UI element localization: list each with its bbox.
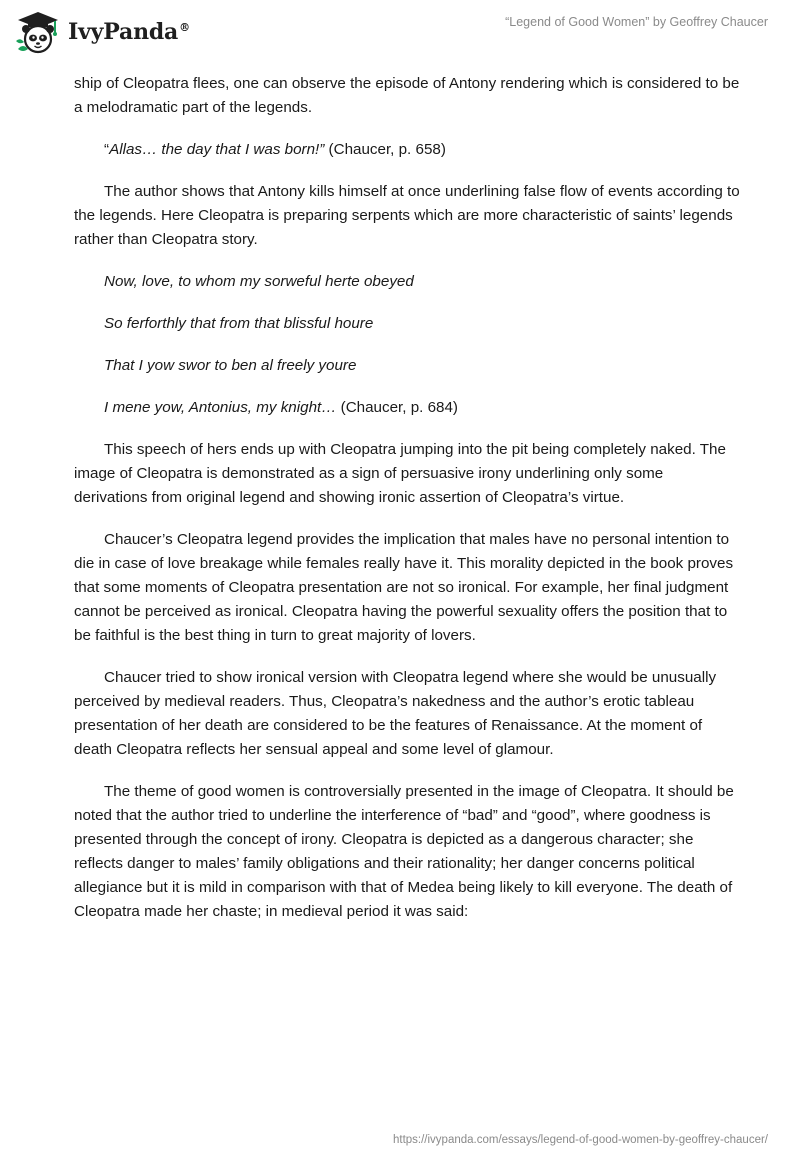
page-header [0,0,800,62]
verse-line-3: That I yow swor to ben al freely youre [104,357,357,374]
paragraph-morality: Chaucer’s Cleopatra legend provides the implication that males have no personal intention to die in case of love breakage while females really have it. This morality depicted in the book proves that some moments of Cleopatra presentation are not so ironical. For example, her final judgment cannot be perceived as ironical. Cleopatra having the powerful sexuality offers the position that to be faithful is the best thing in turn to great majority of lovers. [74,531,734,644]
ivypanda-logo[interactable] [14,9,190,55]
quote-antony: “Allas… the day that I was born!” (Chaucer, p. 658) [104,141,446,158]
source-url[interactable]: https://ivypanda.com/essays/legend-of-good-women-by-geoffrey-chaucer/ [392,1134,768,1146]
paragraph-speech: This speech of hers ends up with Cleopatra jumping into the pit being completely naked. The image of Cleopatra is demonstrated as a sign of persuasive irony underlining only some derivations from original legend and showing ironic assertion of Cleopatra’s virtue. [74,441,726,506]
essay-body [74,72,740,942]
verse-line-1: Now, love, to whom my sorweful herte obeyed [104,273,414,290]
panda-graduation-cap-icon [14,9,62,55]
brand-name: IvyPanda® [68,19,190,45]
paragraph-renaissance: Chaucer tried to show ironical version with Cleopatra legend where she would be unusually perceived by medieval readers. Thus, Cleopatra’s nakedness and the author’s erotic tableau presentation of her death are considered to be the features of Renaissance. At the moment of death Cleopatra reflects her sensual appeal and some level of glamour. [74,669,717,758]
verse-line-4: I mene yow, Antonius, my knight… (Chaucer, p. 684) [104,399,458,416]
paragraph-continued: ship of Cleopatra flees, one can observe the episode of Antony rendering which is considered to be a melodramatic part of the legends. [74,75,740,116]
document-title: “Legend of Good Women” by Geoffrey Chaucer [505,15,768,29]
verse-line-2: So ferforthly that from that blissful houre [104,315,374,332]
paragraph-good-women: The theme of good women is controversially presented in the image of Cleopatra. It should be noted that the author tried to underline the interference of “bad” and “good”, where goodness is presented through the concept of irony. Cleopatra is depicted as a dangerous character; she reflects danger to males’ family obligations and their rationality; her danger concerns political allegiance but it is mild in comparison with that of Medea being likely to kill everyone. The death of Cleopatra made her chaste; in medieval period it was said: [74,783,734,920]
paragraph-antony: The author shows that Antony kills himself at once underlining false flow of events according to the legends. Here Cleopatra is preparing serpents which are more characteristic of saints’ legends rather than Cleopatra story. [74,183,740,248]
